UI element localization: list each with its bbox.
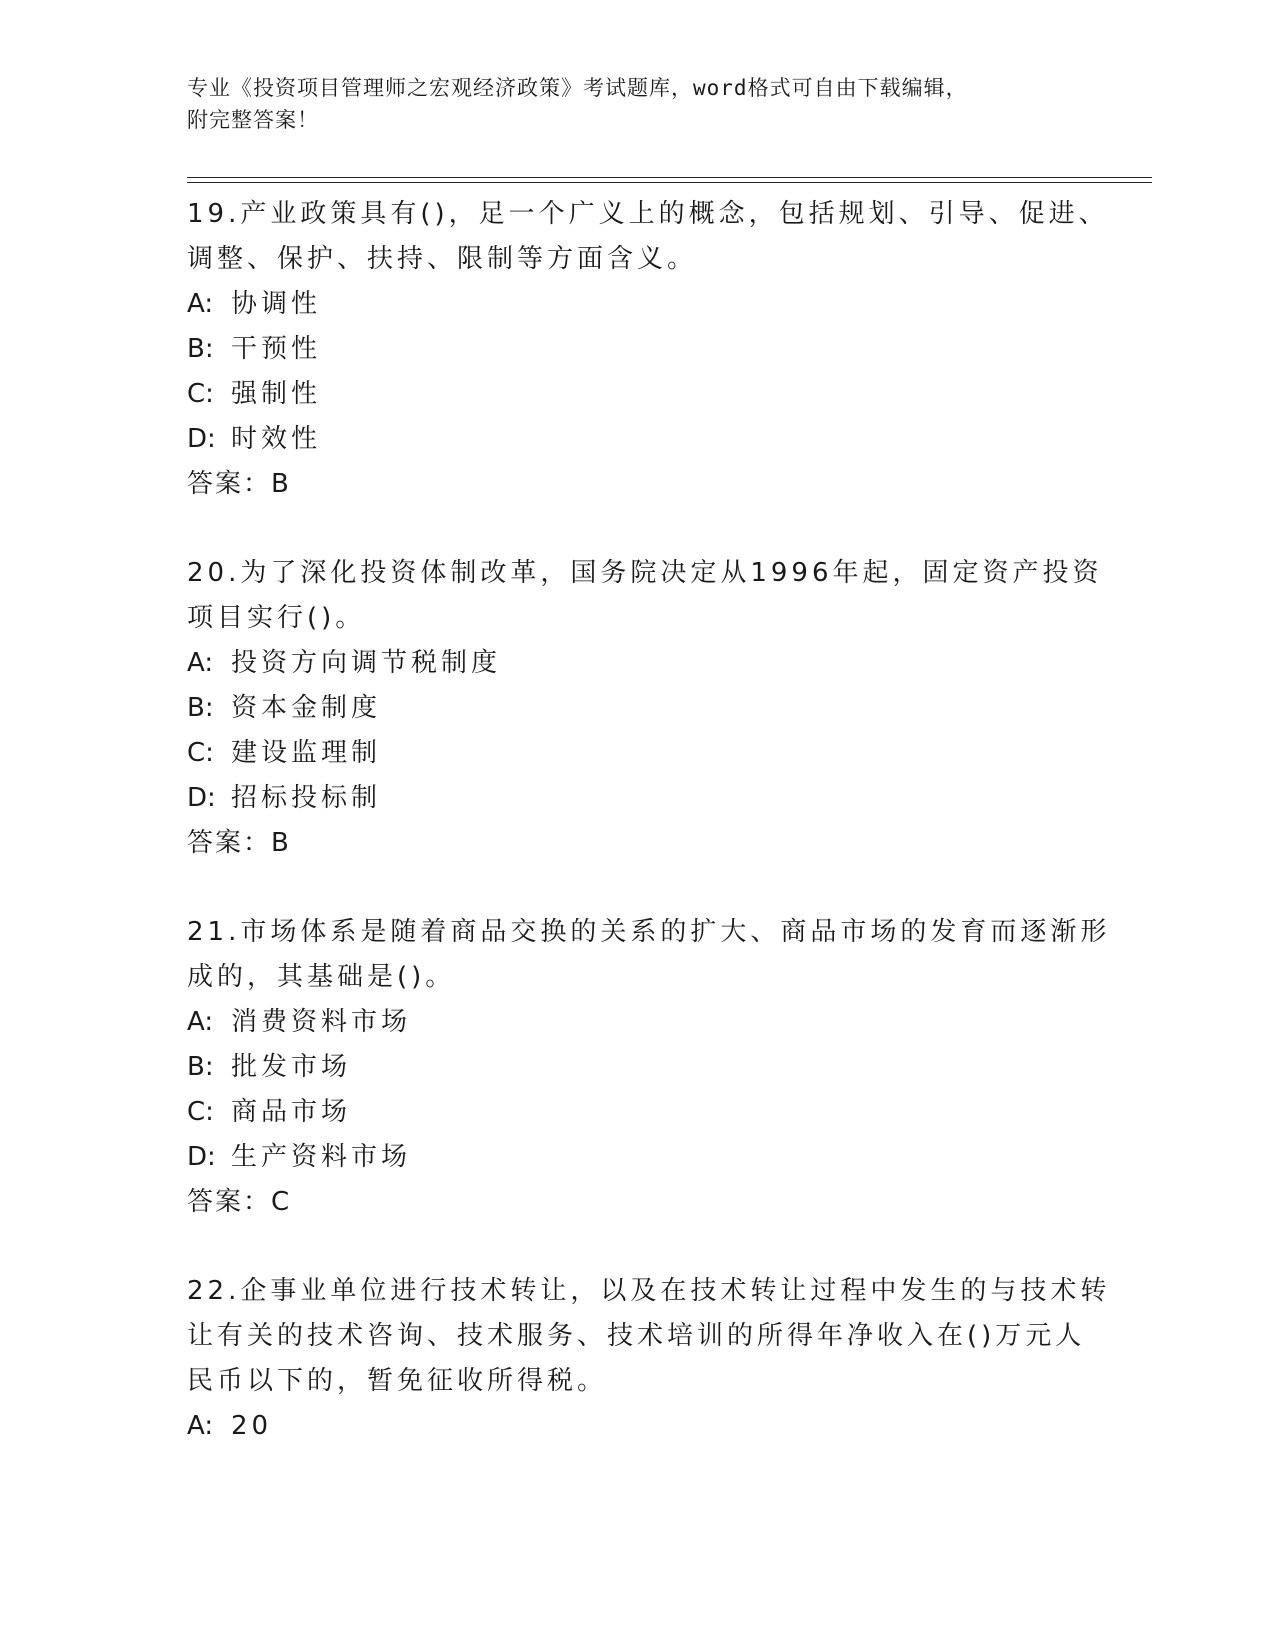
option-key: D: — [187, 1142, 216, 1172]
stem-line: 20.为了深化投资体制改革，国务院决定从1996年起，固定资产投资 — [187, 558, 1103, 588]
option-b — [187, 686, 1087, 731]
question-stem — [187, 192, 1109, 282]
stem-line: 成的，其基础是()。 — [187, 962, 456, 992]
stem-line: 21.市场体系是随着商品交换的关系的扩大、商品市场的发育而逐渐形 — [187, 917, 1111, 947]
header-divider-top — [187, 177, 1152, 178]
document-header — [187, 72, 1067, 136]
option-text: 生产资料市场 — [231, 1142, 412, 1172]
stem-line: 19.产业政策具有()，足一个广义上的概念，包括规划、引导、促进、 — [187, 199, 1109, 229]
option-c — [187, 372, 1087, 417]
option-key: D: — [187, 424, 216, 454]
option-key: A: — [187, 648, 214, 678]
option-d — [187, 417, 1087, 462]
stem-line: 22.企事业单位进行技术转让，以及在技术转让过程中发生的与技术转 — [187, 1276, 1111, 1306]
question-stem — [187, 910, 1111, 1000]
question-21 — [187, 910, 1111, 1225]
option-text: 资本金制度 — [231, 693, 382, 723]
stem-line: 民币以下的，暂免征收所得税。 — [187, 1366, 608, 1396]
option-text: 强制性 — [231, 379, 322, 409]
option-a — [187, 641, 1087, 686]
option-key: A: — [187, 1411, 214, 1441]
option-b — [187, 327, 1087, 372]
option-text: 建设监理制 — [231, 738, 382, 768]
option-key: C: — [187, 379, 214, 409]
header-divider-bottom — [187, 182, 1152, 183]
option-text: 投资方向调节税制度 — [231, 648, 502, 678]
question-19 — [187, 192, 1109, 507]
option-a — [187, 1404, 1087, 1449]
question-list — [187, 192, 1111, 1493]
question-stem — [187, 1269, 1111, 1404]
option-c — [187, 1090, 1087, 1135]
option-a — [187, 282, 1087, 327]
option-key: C: — [187, 1097, 214, 1127]
stem-line: 让有关的技术咨询、技术服务、技术培训的所得年净收入在()万元人 — [187, 1321, 1086, 1351]
option-key: A: — [187, 1007, 214, 1037]
stem-line: 项目实行()。 — [187, 603, 366, 633]
option-text: 时效性 — [231, 424, 322, 454]
option-text: 干预性 — [231, 334, 322, 364]
option-b — [187, 1045, 1087, 1090]
question-stem — [187, 551, 1103, 641]
option-c — [187, 731, 1087, 776]
option-text: 协调性 — [231, 289, 322, 319]
answer-line: 答案：B — [187, 828, 291, 858]
header-line-2: 附完整答案！ — [187, 108, 319, 132]
option-key: C: — [187, 738, 214, 768]
option-text: 批发市场 — [231, 1052, 352, 1082]
answer-line: 答案：C — [187, 1187, 292, 1217]
option-key: B: — [187, 334, 214, 364]
option-key: B: — [187, 693, 214, 723]
option-key: A: — [187, 289, 214, 319]
option-key: B: — [187, 1052, 214, 1082]
option-d — [187, 776, 1087, 821]
stem-line: 调整、保护、扶持、限制等方面含义。 — [187, 244, 698, 274]
answer-line: 答案：B — [187, 469, 291, 499]
option-a — [187, 1000, 1087, 1045]
option-text: 招标投标制 — [231, 783, 382, 813]
option-key: D: — [187, 783, 216, 813]
option-text: 消费资料市场 — [231, 1007, 412, 1037]
question-20 — [187, 551, 1103, 866]
header-line-1: 专业《投资项目管理师之宏观经济政策》考试题库，word格式可自由下载编辑， — [187, 76, 968, 100]
option-d — [187, 1135, 1087, 1180]
option-text: 20 — [231, 1411, 273, 1441]
question-22 — [187, 1269, 1111, 1449]
option-text: 商品市场 — [231, 1097, 352, 1127]
